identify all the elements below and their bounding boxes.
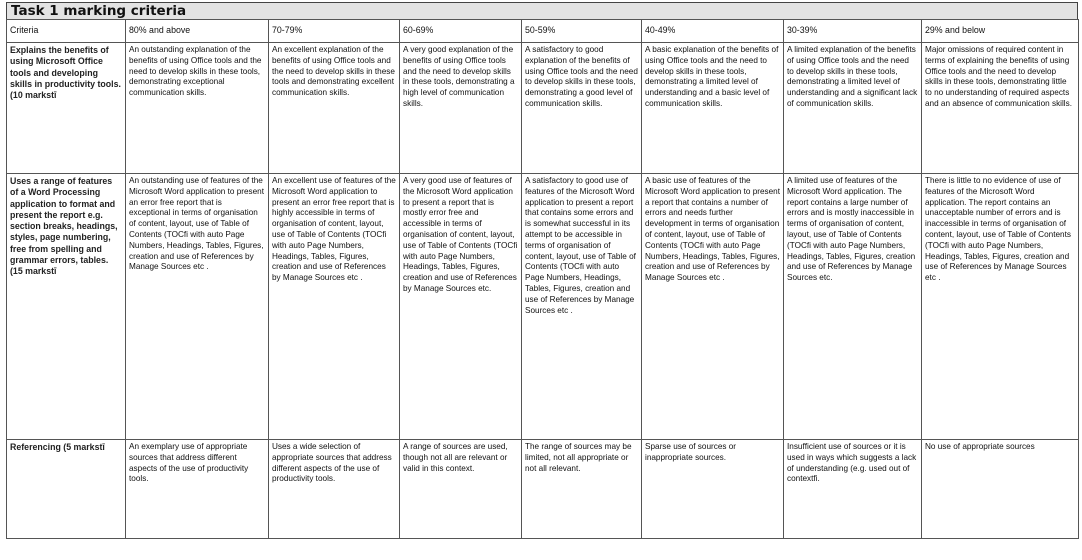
table-row	[7, 174, 1079, 440]
grade-cell: An exemplary use of appropriate sources that address different aspects of the use of productivity tools.	[126, 440, 269, 539]
grade-cell: The range of sources may be limited, not all appropriate or not all relevant.	[522, 440, 642, 539]
header-29-and-below: 29% and below	[922, 20, 1079, 43]
criterion-cell	[7, 43, 126, 174]
grade-cell: A limited use of features of the Microsoft Word application. The report contains a large number of errors and is mostly inaccessible in terms of organisation of content, layout, use of Table of Contents (TOCﬁ with auto Page Numbers, Headings, Tables, Figures, creation and use of References by Manage Sources etc.	[784, 174, 922, 440]
header-80-and-above: 80% and above	[126, 20, 269, 43]
header-30-39: 30-39%	[784, 20, 922, 43]
grade-cell: Insufﬁcient use of sources or it is used in ways which suggests a lack of understanding (e.g. used out of contextﬁ.	[784, 440, 922, 539]
criterion-cell	[7, 440, 126, 539]
grade-cell: An outstanding use of features of the Microsoft Word application to present an error free report that is exceptional in terms of organisation of content, layout, use of Table of Contents (TOCﬁ with auto Page Numbers, Headings, Tables, Figures, creation and use of References by Manage Sources etc .	[126, 174, 269, 440]
grade-cell: A basic explanation of the benefits of using Ofﬁce tools and the need to develop skills in these tools, demonstrating a limited level of understanding and a basic level of communication skills.	[642, 43, 784, 174]
grade-cell: Uses a wide selection of appropriate sources that address different aspects of the use of productivity tools.	[269, 440, 400, 539]
grade-cell: A basic use of features of the Microsoft Word application to present a report that contains a number of errors and needs further development in terms of organisation of content, layout, use of Table of Contents (TOCﬁ with auto Page Numbers, Headings, Tables, Figures, creation and use of References by Manage Sources etc .	[642, 174, 784, 440]
criterion-cell	[7, 174, 126, 440]
criterion-name: Explains the benefits of using Microsoft Ofﬁce tools and developing skills in productivity tools.	[10, 45, 121, 89]
grade-cell: Sparse use of sources or inappropriate sources.	[642, 440, 784, 539]
grade-cell: An excellent explanation of the benefits of using Ofﬁce tools and the need to develop skills in these tools and demonstrating excellent communication skills.	[269, 43, 400, 174]
grade-cell: An outstanding explanation of the benefits of using Ofﬁce tools and the need to develop skills in these tools, demonstrating exceptional communication skills.	[126, 43, 269, 174]
header-50-59: 50-59%	[522, 20, 642, 43]
grade-cell: A very good use of features of the Microsoft Word application to present a report that is mostly error free and accessible in terms of organisation of content, layout, use of Table of Contents (TOCﬁ with auto Page Numbers, Headings, Tables, Figures, creation and use of References by Manage Sources etc.	[400, 174, 522, 440]
table-row	[7, 440, 1079, 539]
header-70-79: 70-79%	[269, 20, 400, 43]
grade-cell: A range of sources are used, though not all are relevant or valid in this context.	[400, 440, 522, 539]
criteria-table	[6, 19, 1079, 539]
criterion-name: Referencing (5 markstī	[10, 442, 105, 452]
document-title: Task 1 marking criteria	[6, 2, 1078, 19]
grade-cell: A satisfactory to good use of features of the Microsoft Word application to present a report that contains some errors and is somewhat successful in its attempt to be accessible in terms of organisation of content, layout, use of Table of Contents (TOCﬁ with auto Page Numbers, Headings, Tables, Figures, creation and use of References by Manage Sources etc .	[522, 174, 642, 440]
criterion-name: Uses a range of features of a Word Processing application to format and present the report e.g. section breaks, headings, styles, page numbering, free from spelling and grammar errors, tables.	[10, 176, 118, 266]
criterion-marks: (15 markstī	[10, 266, 57, 277]
grade-cell: There is little to no evidence of use of features of the Microsoft Word application. The report contains an unacceptable number of errors and is inaccessible in terms of organisation of content, layout, use of Table of Contents (TOCﬁ with auto Page Numbers, Headings, Tables, Figures, creation and use of References by Manage Sources etc .	[922, 174, 1079, 440]
criterion-marks: (10 markstī	[10, 90, 57, 101]
table-row	[7, 43, 1079, 174]
header-row	[7, 20, 1079, 43]
header-60-69: 60-69%	[400, 20, 522, 43]
grade-cell: A limited explanation of the benefits of using Ofﬁce tools and the need to develop skills in these tools, demonstrating a limited level of understanding and a significant lack of communication skills.	[784, 43, 922, 174]
header-40-49: 40-49%	[642, 20, 784, 43]
header-criteria: Criteria	[7, 20, 126, 43]
grade-cell: An excellent use of features of the Microsoft Word application to present an error free report that is highly accessible in terms of organisation of content, layout, use of Table of Contents (TOCﬁ with auto Page Numbers, Headings, Tables, Figures, creation and use of References by Manage Sources etc .	[269, 174, 400, 440]
grade-cell: A satisfactory to good explanation of the benefits of using Ofﬁce tools and the need to develop skills in these tools, demonstrating a good level of communication skills.	[522, 43, 642, 174]
grade-cell: Major omissions of required content in terms of explaining the benefits of using Ofﬁce tools and the need to develop skills in these tools, demonstrating little to no understanding of required aspects and an absence of communication skills.	[922, 43, 1079, 174]
grade-cell: A very good explanation of the benefits of using Ofﬁce tools and the need to develop skills in these tools, demonstrating a high level of communication skills.	[400, 43, 522, 174]
grade-cell: No use of appropriate sources	[922, 440, 1079, 539]
